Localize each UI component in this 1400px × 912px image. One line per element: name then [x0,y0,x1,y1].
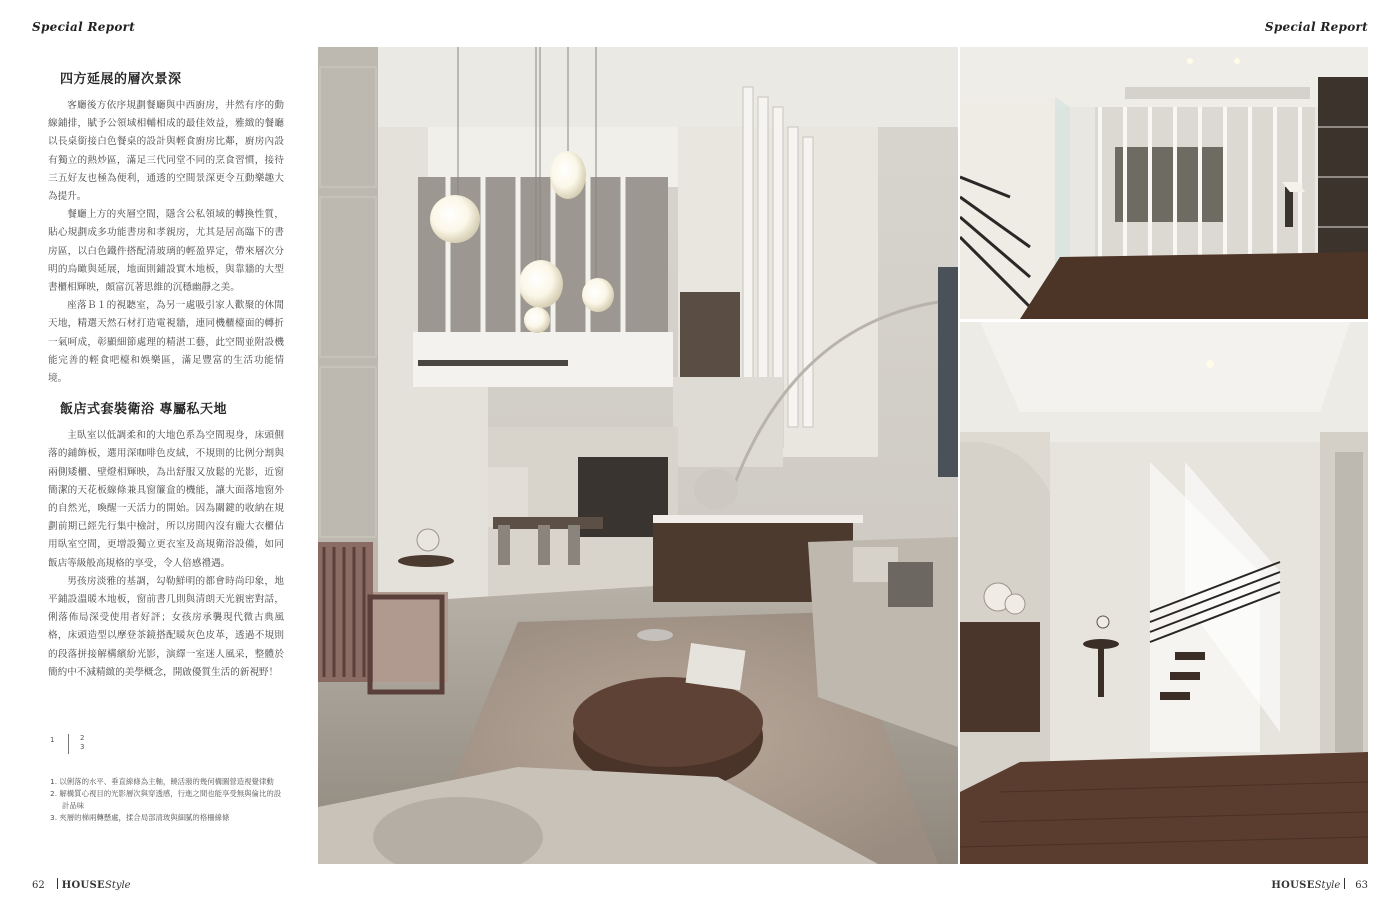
footer-right [1271,878,1368,891]
running-header-left: Special Report [32,20,136,34]
footer-divider [57,878,58,889]
photo-caption: 1. 以俐落的水平、垂直線條為主軸，饒活潑的幾何構圖營造視覺律動 [50,777,274,786]
paragraph: 座落Ｂ１的視聽室，為另一處吸引家人歡聚的休閒天地，精選天然石材打造電視牆，連同機櫃檯面的轉折一氣呵成，彰顯細節處理的精湛工藝，此空間並附設機能完善的輕食吧檯和娛樂區，滿足豐富的生活功能情境。 [48,300,284,385]
paragraph: 客廳後方依序規劃餐廳與中西廚房，井然有序的動線鋪排，賦予公領域相輔相成的最佳效益，雅緻的餐廳以長桌銜接白色餐桌的設計與輕食廚房比鄰，廚房內設有獨立的熱炒區，滿足三代同堂不同的烹食習慣，接待三五好友也極為便利，通透的空間景深更令互動樂趣大為提升。 [48,100,284,203]
magazine-brand-style: Style [1314,880,1341,891]
paragraph: 主臥室以低調柔和的大地色系為空間現身，床頭側落的鋪飾板，選用深咖啡色皮絨，不規則的比例分割與兩側矮櫃、壁燈相輝映，為出舒服又放鬆的光影，近窗簡潔的天花板線條兼具窗簾盒的機能，讓大面落地窗外的自然光，喚醒一天活力的開始。因為關鍵的收納在規劃前期已經先行集中檢討，所以房間內沒有龐大衣櫃佔用臥室空間，更增設獨立更衣室及高規衛浴設備，如同飯店等級般高規格的享受，令人倍感禮遇。 [48,430,284,569]
section-heading: 四方延展的層次景深 [60,72,182,87]
page-number: 62 [32,880,45,891]
section-heading: 飯店式套裝衛浴 專屬私天地 [60,402,228,418]
photo-captions [50,776,286,824]
living-room-photo [318,47,958,864]
footer-left [32,878,131,891]
mezzanine-study-photo [960,47,1368,319]
photo-index-number: 3 [80,743,85,751]
running-header-right: Special Report [1264,20,1368,34]
photo-index-divider [68,734,69,754]
magazine-brand: HOUSE [61,880,105,891]
page-number: 63 [1355,880,1368,891]
magazine-brand-style: Style [104,880,131,891]
staircase-hall-photo [960,322,1368,864]
magazine-brand: HOUSE [1271,880,1315,891]
photo-index-number: 2 [80,734,85,742]
staircase-illustration [960,322,1368,864]
photo-index-diagram [50,734,110,758]
paragraph: 男孩房淡雅的基調，勾勒鮮明的都會時尚印象，地平鋪設溫暖木地板，窗前書几則與清朗天光親密對話，俐落佈局深受使用者好評；女孩房承襲現代微古典風格，床頭造型以摩登茶鏡搭配暖灰色皮革，透過不規則的段落拼接解構繽紛光影，演繹一室迷人風采，整體於簡約中不減精緻的美學概念，開啟優質生活的新視野！ [48,575,284,678]
living-room-illustration [318,47,958,864]
paragraph: 餐廳上方的夾層空間，隱含公私領域的轉換性質，貼心規劃成多功能書房和孝親房，尤其是居高臨下的書房區，以白色鐵件搭配清玻璃的輕盈界定，帶來層次分明的烏瞰與延展，地面則鋪設實木地板，與靠牆的大型書櫃相輝映，頗富沉著思維的沉穩幽靜之美。 [48,209,284,294]
mezzanine-illustration [960,47,1368,319]
photo-caption: 2. 解構質心視目的光影層次與穿透感，行進之間也能享受無與倫比的設計品味 [50,789,282,810]
photo-caption: 3. 夾層的梯兩轉懸處，揉合局部清玻與細膩的格柵線條 [50,813,230,822]
footer-divider [1344,878,1345,889]
article-body [48,68,284,682]
photo-index-number: 1 [50,736,55,744]
